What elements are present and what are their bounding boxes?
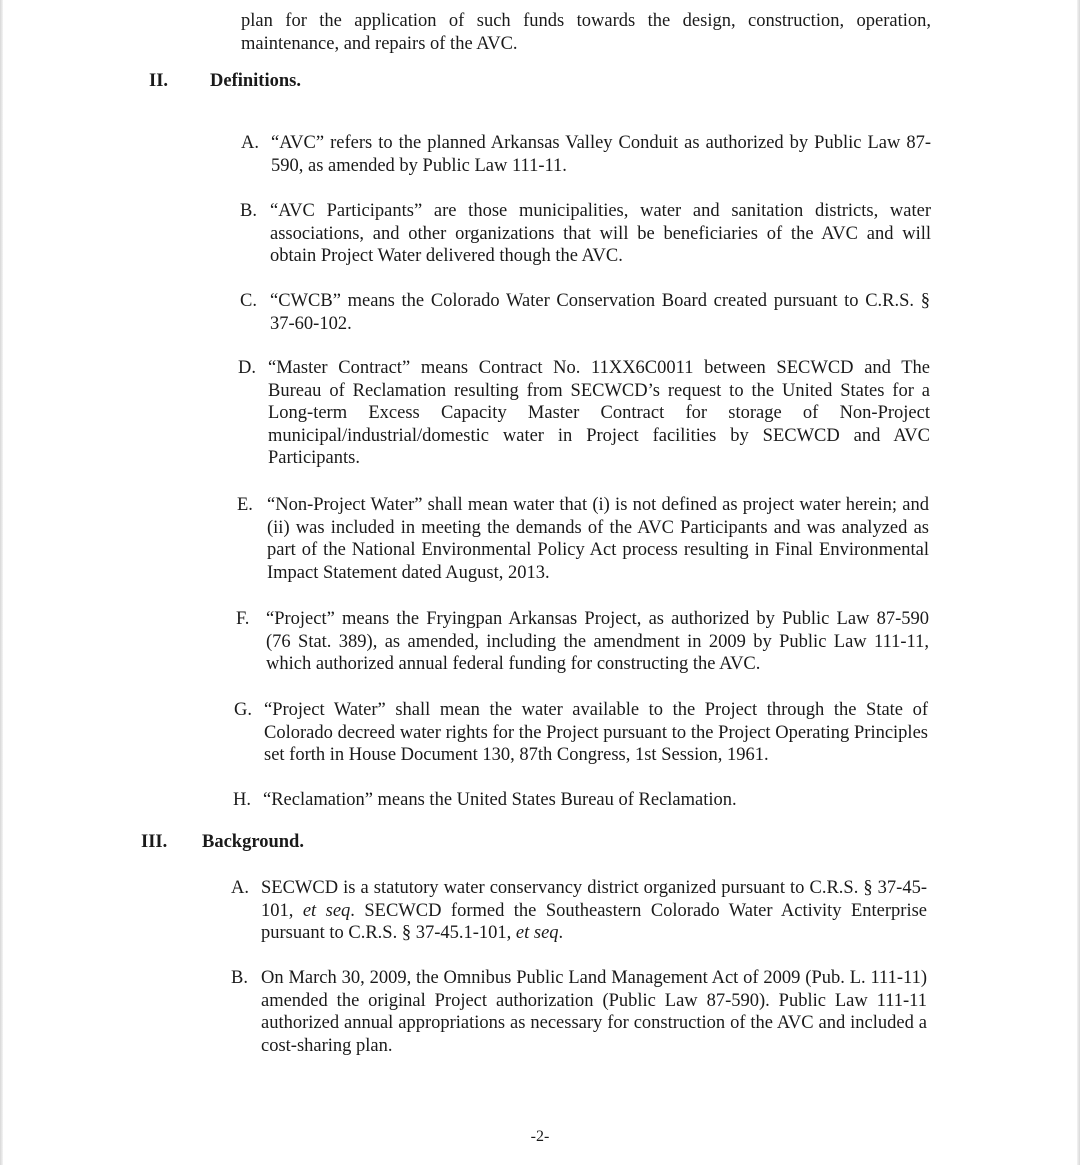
item-text: “Project” means the Fryingpan Arkansas Project, as authorized by Public Law 87-590 (76 Stat. 389), as amended, including the amendment in 2009 by Public Law 111-11, which authorized annual federal funding for constructing the AVC.	[266, 609, 929, 674]
item-text: “Project Water” shall mean the water available to the Project through the State of Colorado decreed water rights for the Project pursuant to the Project Operating Principles set forth in House Document 130, 87th Congress, 1st Session, 1961.	[264, 700, 928, 765]
carryover-paragraph: plan for the application of such funds towards the design, construction, operation, maintenance, and repairs of the AVC.	[241, 11, 931, 54]
definition-item-project-water	[234, 699, 928, 767]
item-letter: B.	[240, 201, 257, 221]
item-text	[261, 877, 927, 945]
item-text: “AVC Participants” are those municipalities, water and sanitation districts, water associations, and other organizations that will be beneficiaries of the AVC and will obtain Project Water delivered though the AVC.	[270, 201, 931, 266]
italic-et-seq: et seq	[515, 923, 559, 943]
page-number: -2-	[530, 1128, 550, 1145]
definition-item-avc	[241, 132, 931, 177]
text-run: .	[558, 923, 564, 943]
item-letter: F.	[236, 609, 250, 629]
section-title: Definitions.	[210, 71, 301, 91]
definition-item-project	[236, 608, 929, 676]
item-letter: G.	[234, 700, 252, 720]
item-text: “Reclamation” means the United States Bureau of Reclamation.	[263, 790, 737, 810]
definition-item-master-contract	[238, 357, 930, 470]
item-letter: E.	[237, 495, 253, 515]
section-number: II.	[149, 71, 169, 91]
item-letter: A.	[231, 878, 249, 898]
item-letter: H.	[233, 790, 251, 810]
item-letter: D.	[238, 358, 256, 378]
definition-item-non-project-water	[237, 494, 929, 584]
section-title: Background.	[202, 832, 304, 852]
item-letter: C.	[240, 291, 257, 311]
definition-item-avc-participants	[240, 200, 931, 268]
item-text: “Master Contract” means Contract No. 11XX6C0011 between SECWCD and The Bureau of Reclamation resulting from SECWCD’s request to the United States for a Long-term Excess Capacity Master Contract for storage of Non-Project municipal/industrial/domestic water in Project facilities by SECWCD and AVC Participants.	[268, 358, 930, 468]
item-text: “Non-Project Water” shall mean water that (i) is not defined as project water herein; and (ii) was included in meeting the demands of the AVC Participants and was analyzed as part of the National Environmental Policy Act process resulting in Final Environmental Impact Statement dated August, 2013.	[267, 495, 929, 583]
item-text: “CWCB” means the Colorado Water Conservation Board created pursuant to C.R.S. § 37-60-102.	[270, 291, 930, 334]
scan-edge-left	[0, 0, 3, 1165]
text-run: . SECWCD formed the Southeastern Colorado Water Activity Enterprise pursuant to C.R.S. § 37-45.1-101,	[261, 900, 928, 943]
definition-item-cwcb	[240, 290, 930, 335]
section-number: III.	[141, 832, 168, 852]
item-letter: B.	[231, 968, 248, 988]
section-heading-background	[141, 831, 304, 854]
text-run: SECWCD is a statutory water conservancy district organized pursuant to C.R.S. § 37-45-101,	[261, 878, 927, 921]
background-item-omnibus-act	[231, 967, 927, 1057]
background-item-secwcd	[231, 877, 927, 945]
item-letter: A.	[241, 133, 259, 153]
section-heading-definitions	[149, 70, 301, 93]
item-text: On March 30, 2009, the Omnibus Public Land Management Act of 2009 (Pub. L. 111-11) amended the original Project authorization (Public Law 87-590). Public Law 111-11 authorized annual appropriations as necessary for construction of the AVC and included a cost-sharing plan.	[261, 968, 927, 1056]
italic-et-seq: et seq	[302, 900, 351, 921]
item-text: “AVC” refers to the planned Arkansas Valley Conduit as authorized by Public Law 87-590, as amended by Public Law 111-11.	[271, 133, 931, 176]
definition-item-reclamation	[233, 789, 927, 812]
